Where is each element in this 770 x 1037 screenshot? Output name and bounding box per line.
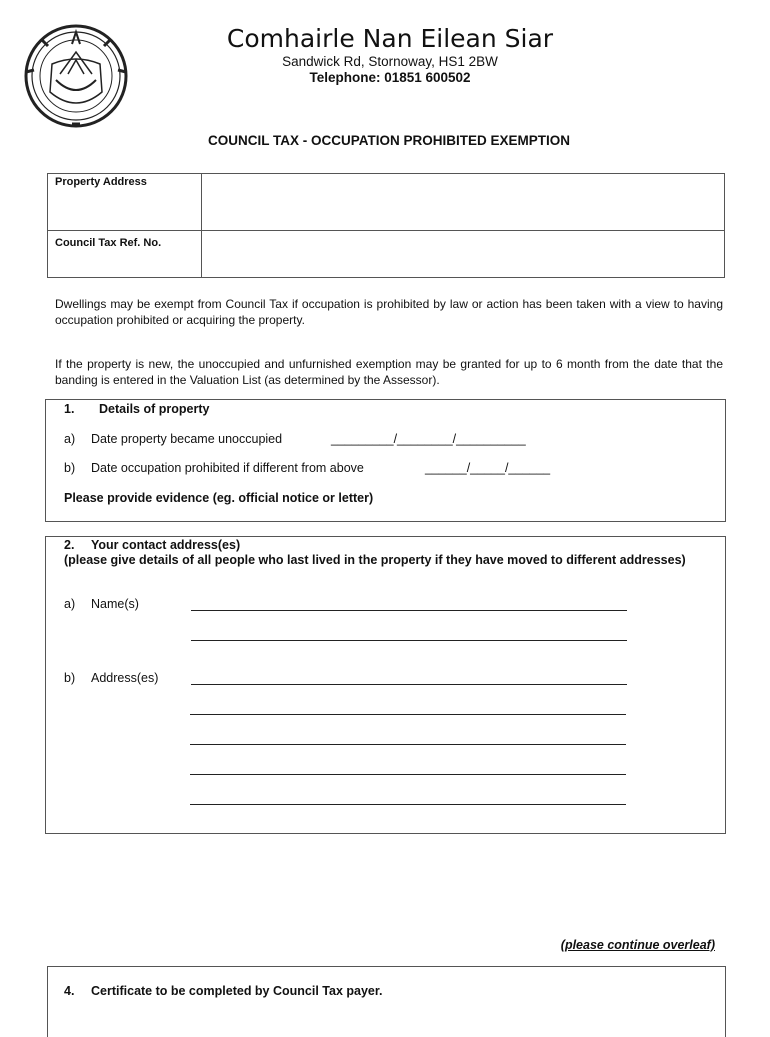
section-1-number: 1.	[64, 402, 75, 416]
date-prohibited-label: Date occupation prohibited if different from above	[91, 461, 364, 475]
property-address-label: Property Address	[48, 174, 202, 231]
address-line-5[interactable]	[190, 804, 626, 805]
council-crest-logo	[20, 14, 132, 134]
property-address-field[interactable]	[202, 174, 725, 231]
org-telephone: Telephone: 01851 600502	[309, 70, 471, 85]
section-4-title: Certificate to be completed by Council Tax payer.	[91, 984, 383, 998]
names-label: Name(s)	[91, 597, 139, 611]
section-2-title: Your contact address(es)	[91, 538, 241, 552]
name-line-1[interactable]	[191, 610, 627, 611]
form-title: COUNCIL TAX - OCCUPATION PROHIBITED EXEMPTION	[207, 133, 570, 148]
section-1-title: Details of property	[99, 402, 210, 416]
section-2-number: 2.	[64, 538, 75, 552]
section-2-box	[45, 536, 726, 834]
addresses-label: Address(es)	[91, 671, 159, 685]
section-2-a-marker: a)	[64, 597, 76, 611]
section-4-box	[47, 966, 726, 1037]
date-unoccupied-field[interactable]: _________/________/__________	[331, 432, 526, 446]
council-tax-ref-label: Council Tax Ref. No.	[48, 231, 202, 278]
evidence-note: Please provide evidence (eg. official notice or letter)	[64, 491, 374, 505]
section-1-box	[45, 399, 726, 522]
name-line-2[interactable]	[191, 640, 627, 641]
section-1-a-marker: a)	[64, 432, 76, 446]
continue-overleaf-note: (please continue overleaf)	[560, 938, 715, 952]
section-2-subtitle: (please give details of all people who last lived in the property if they have moved to different addresses)	[64, 553, 686, 567]
section-2-b-marker: b)	[64, 671, 76, 685]
property-details-table	[47, 173, 725, 278]
section-4-number: 4.	[64, 984, 75, 998]
council-tax-ref-field[interactable]	[202, 231, 725, 278]
intro-paragraph-2: If the property is new, the unoccupied and unfurnished exemption may be granted for up to 6 month from the date that the banding is entered in the Valuation List (as determined by the Assessor).	[55, 357, 723, 387]
org-name: Comhairle Nan Eilean Siar	[226, 24, 554, 53]
address-line-1[interactable]	[191, 684, 627, 685]
address-line-2[interactable]	[190, 714, 626, 715]
address-line-4[interactable]	[190, 774, 626, 775]
org-address: Sandwick Rd, Stornoway, HS1 2BW	[282, 54, 498, 69]
intro-paragraph-1: Dwellings may be exempt from Council Tax if occupation is prohibited by law or action has been taken with a view to having occupation prohibited or acquiring the property.	[55, 297, 723, 327]
date-prohibited-field[interactable]: ______/_____/______	[425, 461, 551, 475]
section-1-b-marker: b)	[64, 461, 76, 475]
address-line-3[interactable]	[190, 744, 626, 745]
date-unoccupied-label: Date property became unoccupied	[91, 432, 283, 446]
